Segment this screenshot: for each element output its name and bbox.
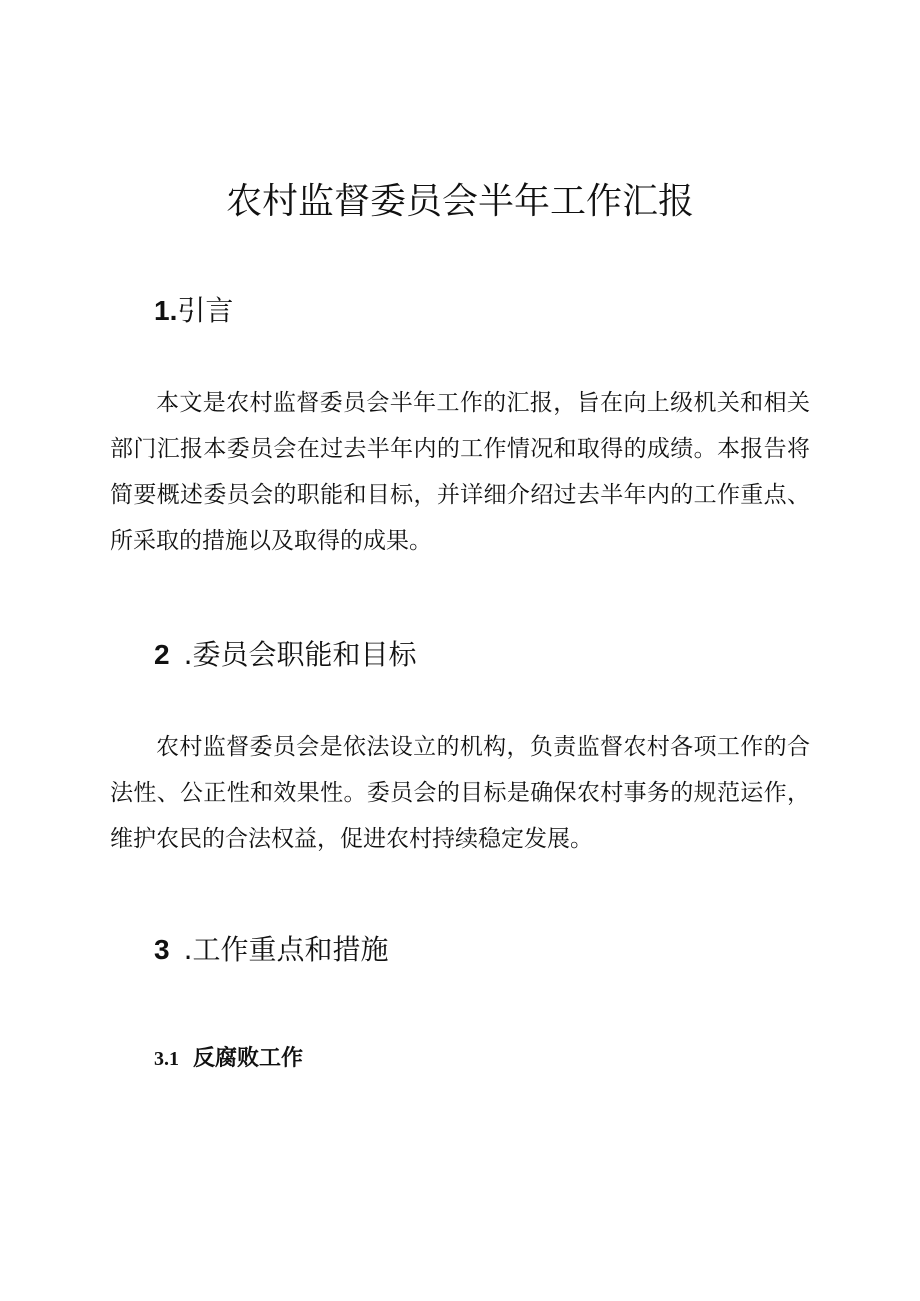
section-heading-1: [154, 292, 233, 330]
subsection-number-3-1: 3.1: [154, 1048, 179, 1070]
section-number-2: 2: [154, 639, 170, 670]
subsection-heading-3-1: [154, 1043, 303, 1075]
document-title: 农村监督委员会半年工作汇报: [225, 181, 694, 222]
section-paragraph-1: 本文是农村监督委员会半年工作的汇报，旨在向上级机关和相关部门汇报本委员会在过去半年内的工作情况和取得的成绩。本报告将简要概述委员会的职能和目标，并详细介绍过去半年内的工作重点、所采取的措施以及取得的成果。: [110, 390, 810, 554]
section-number-1: 1.: [154, 295, 178, 326]
section-heading-3: [154, 931, 388, 969]
section-title-2: .委员会职能和目标: [183, 638, 417, 671]
section-title-1: 引言: [177, 294, 234, 327]
section-heading-2: [154, 636, 416, 674]
subsection-title-3-1: 反腐败工作: [193, 1046, 304, 1071]
section-title-3: .工作重点和措施: [183, 933, 389, 966]
section-paragraph-2: 农村监督委员会是依法设立的机构，负责监督农村各项工作的合法性、公正性和效果性。委员会的目标是确保农村事务的规范运作，维护农民的合法权益，促进农村持续稳定发展。: [110, 734, 810, 852]
section-number-3: 3: [154, 934, 170, 965]
